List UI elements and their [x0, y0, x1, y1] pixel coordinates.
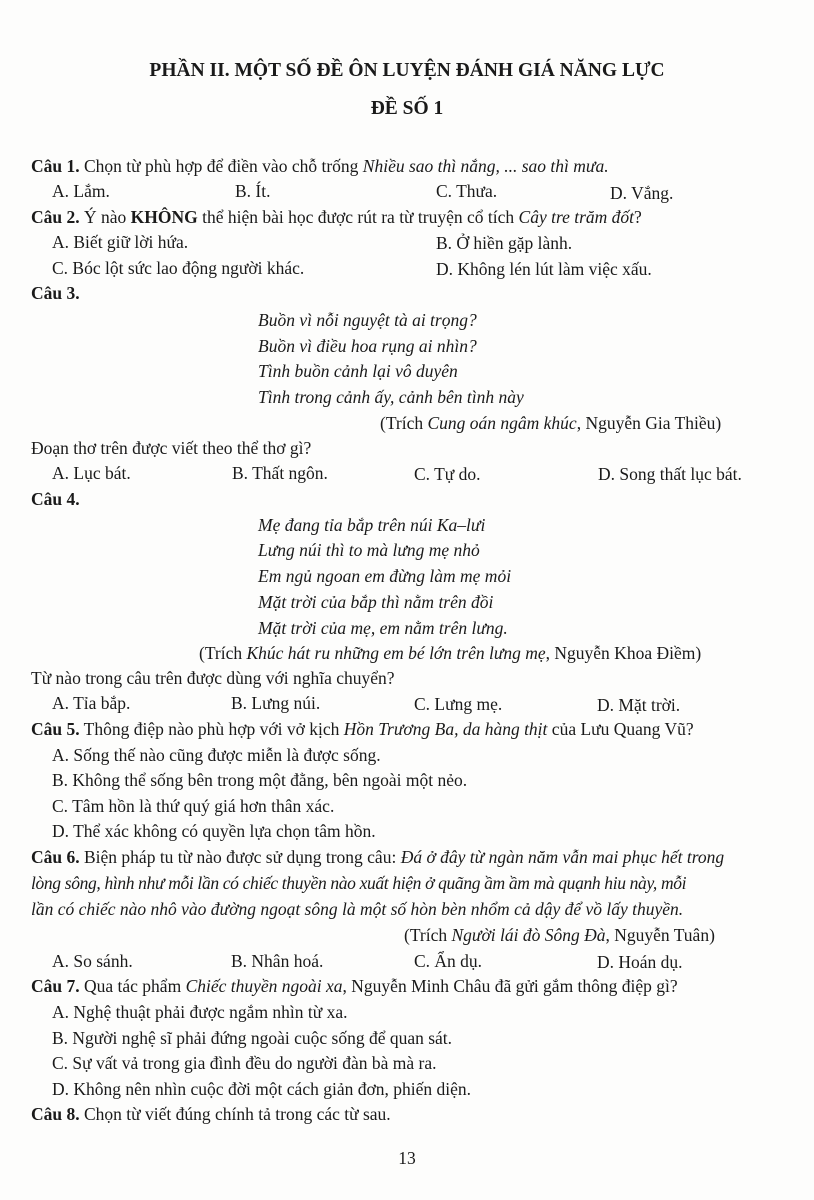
- question-label: Câu 1.: [31, 156, 80, 176]
- question-text: Biện pháp tu từ nào được sử dụng trong câu:: [79, 847, 401, 867]
- question-4-label: Câu 4.: [31, 489, 80, 509]
- question-text: Ý nào: [79, 207, 131, 227]
- question-3-text: Đoạn thơ trên được viết theo thể thơ gì?: [31, 438, 312, 458]
- q6-option-d: D. Hoán dụ.: [597, 952, 683, 972]
- q3-option-a: A. Lục bát.: [52, 463, 131, 483]
- poem-line: [258, 542, 480, 560]
- q5-option-d: D. Thể xác không có quyền lựa chọn tâm hồn.: [52, 821, 376, 841]
- q4-option-a: A. Tỉa bắp.: [52, 693, 131, 713]
- poem-text: Tình trong cảnh ấy, cảnh bên tình này: [258, 387, 524, 407]
- source-text: (Trích: [404, 925, 452, 945]
- q6-option-a: A. So sánh.: [52, 951, 133, 971]
- source-title: Người lái đò Sông Đà: [451, 925, 606, 945]
- source-text: , Nguyễn Gia Thiều): [576, 413, 722, 433]
- question-text: Qua tác phẩm: [79, 976, 186, 996]
- question-4-text: Từ nào trong câu trên được dùng với nghĩa chuyển?: [31, 668, 395, 688]
- question-1: [31, 158, 609, 176]
- q2-option-c: C. Bóc lột sức lao động người khác.: [52, 258, 305, 278]
- q2-option-a: A. Biết giữ lời hứa.: [52, 232, 189, 252]
- q1-option-b: B. Ít.: [235, 181, 271, 201]
- question-emphasis: KHÔNG: [130, 207, 198, 227]
- question-2: [31, 209, 642, 227]
- question-italic: Đá ở đây từ ngàn năm vẫn mai phục hết trong: [400, 847, 725, 867]
- poem-line: [258, 517, 485, 535]
- question-text: của Lưu Quang Vũ?: [547, 719, 694, 739]
- question-label: Câu 2.: [31, 207, 80, 227]
- question-text: , Nguyễn Minh Châu đã gửi gắm thông điệp gì?: [342, 976, 678, 996]
- question-italic: Nhiều sao thì nắng, ... sao thì mưa.: [362, 156, 609, 176]
- poem-line: [258, 568, 511, 586]
- q6-option-b: B. Nhân hoá.: [231, 951, 324, 971]
- question-5: [31, 721, 694, 739]
- question-text: Chọn từ phù hợp để điền vào chỗ trống: [79, 156, 363, 176]
- poem-text: Buồn vì nỗi nguyệt tà ai trọng?: [258, 310, 477, 330]
- q2-option-b: B. Ở hiền gặp lành.: [436, 233, 573, 253]
- q5-option-a: A. Sống thế nào cũng được miễn là được sống.: [52, 745, 381, 765]
- source-title: Khúc hát ru những em bé lớn trên lưng mẹ: [246, 643, 546, 663]
- poem-text: Tình buồn cảnh lại vô duyên: [258, 361, 458, 381]
- question-italic: Cây tre trăm đốt: [518, 207, 635, 227]
- question-italic: Hồn Trương Ba, da hàng thịt: [343, 719, 548, 739]
- question-text: thể hiện bài học được rút ra từ truyện cổ tích: [197, 207, 519, 227]
- source-title: Cung oán ngâm khúc: [427, 413, 577, 433]
- poem-text: Em ngủ ngoan em đừng làm mẹ mỏi: [258, 566, 512, 586]
- q4-option-b: B. Lưng núi.: [231, 693, 321, 713]
- q7-option-a: A. Nghệ thuật phải được ngắm nhìn từ xa.: [52, 1002, 348, 1022]
- poem-source: [199, 645, 701, 663]
- q6-option-c: C. Ẩn dụ.: [414, 951, 483, 971]
- question-label: Câu 6.: [31, 847, 80, 867]
- poem-line: [258, 594, 493, 612]
- q3-option-c: C. Tự do.: [414, 464, 481, 484]
- question-text: ?: [634, 207, 642, 227]
- question-6-cont: [31, 901, 683, 919]
- question-7: [31, 978, 678, 996]
- q2-option-d: D. Không lén lút làm việc xấu.: [436, 259, 652, 279]
- q1-option-d: D. Vắng.: [610, 183, 674, 203]
- source-text: , Nguyễn Khoa Điềm): [545, 643, 702, 663]
- poem-line: [258, 620, 508, 638]
- q3-option-b: B. Thất ngôn.: [232, 463, 328, 483]
- question-label: Câu 8.: [31, 1104, 80, 1124]
- exam-heading: ĐỀ SỐ 1: [370, 98, 444, 119]
- q7-option-c: C. Sự vất vả trong gia đình đều do người đàn bà mà ra.: [52, 1053, 437, 1073]
- poem-text: Lưng núi thì to mà lưng mẹ nhỏ: [258, 540, 480, 560]
- source-text: , Nguyễn Tuân): [605, 925, 715, 945]
- page-number: 13: [398, 1148, 416, 1168]
- poem-text: Mẹ đang tỉa bắp trên núi Ka–lưi: [258, 515, 486, 535]
- poem-text: Buồn vì điều hoa rụng ai nhìn?: [258, 336, 477, 356]
- source-text: (Trích: [380, 413, 428, 433]
- q4-option-d: D. Mặt trời.: [597, 695, 681, 715]
- poem-source: [380, 415, 721, 433]
- question-8: [31, 1106, 391, 1124]
- q4-option-c: C. Lưng mẹ.: [414, 694, 503, 714]
- question-label: Câu 5.: [31, 719, 80, 739]
- question-text: Chọn từ viết đúng chính tả trong các từ sau.: [79, 1104, 391, 1124]
- poem-line: [258, 389, 524, 407]
- poem-text: Mặt trời của mẹ, em nằm trên lưng.: [258, 618, 508, 638]
- question-3-label: Câu 3.: [31, 283, 80, 303]
- quote-source: [404, 927, 715, 945]
- q1-option-c: C. Thưa.: [436, 181, 498, 201]
- part-heading: PHẦN II. MỘT SỐ ĐỀ ÔN LUYỆN ĐÁNH GIÁ NĂNG LỰC: [149, 60, 665, 81]
- q7-option-d: D. Không nên nhìn cuộc đời một cách giản đơn, phiến diện.: [52, 1079, 471, 1099]
- q1-option-a: A. Lắm.: [52, 181, 110, 201]
- source-text: (Trích: [199, 643, 247, 663]
- q5-option-b: B. Không thể sống bên trong một đằng, bên ngoài một nẻo.: [52, 770, 468, 790]
- question-6-cont: [31, 875, 686, 893]
- question-italic: lần có chiếc nào nhô vào đường ngoạt sông là một số hòn bèn nhổm cả dậy để vồ lấy thuyền.: [31, 899, 684, 919]
- question-italic: lòng sông, hình như mỗi lần có chiếc thuyền nào xuất hiện ở quãng ầm ầm mà quạnh hiu này, mỗi: [31, 873, 687, 893]
- question-6: [31, 849, 724, 867]
- poem-text: Mặt trời của bắp thì nằm trên đồi: [258, 592, 494, 612]
- q5-option-c: C. Tâm hồn là thứ quý giá hơn thân xác.: [52, 796, 335, 816]
- poem-line: [258, 363, 458, 381]
- q3-option-d: D. Song thất lục bát.: [598, 464, 742, 484]
- poem-line: [258, 312, 477, 330]
- question-text: Thông điệp nào phù hợp với vở kịch: [79, 719, 344, 739]
- question-italic: Chiếc thuyền ngoài xa: [185, 976, 343, 996]
- poem-line: [258, 338, 477, 356]
- q7-option-b: B. Người nghệ sĩ phải đứng ngoài cuộc sống để quan sát.: [52, 1028, 453, 1048]
- question-label: Câu 7.: [31, 976, 80, 996]
